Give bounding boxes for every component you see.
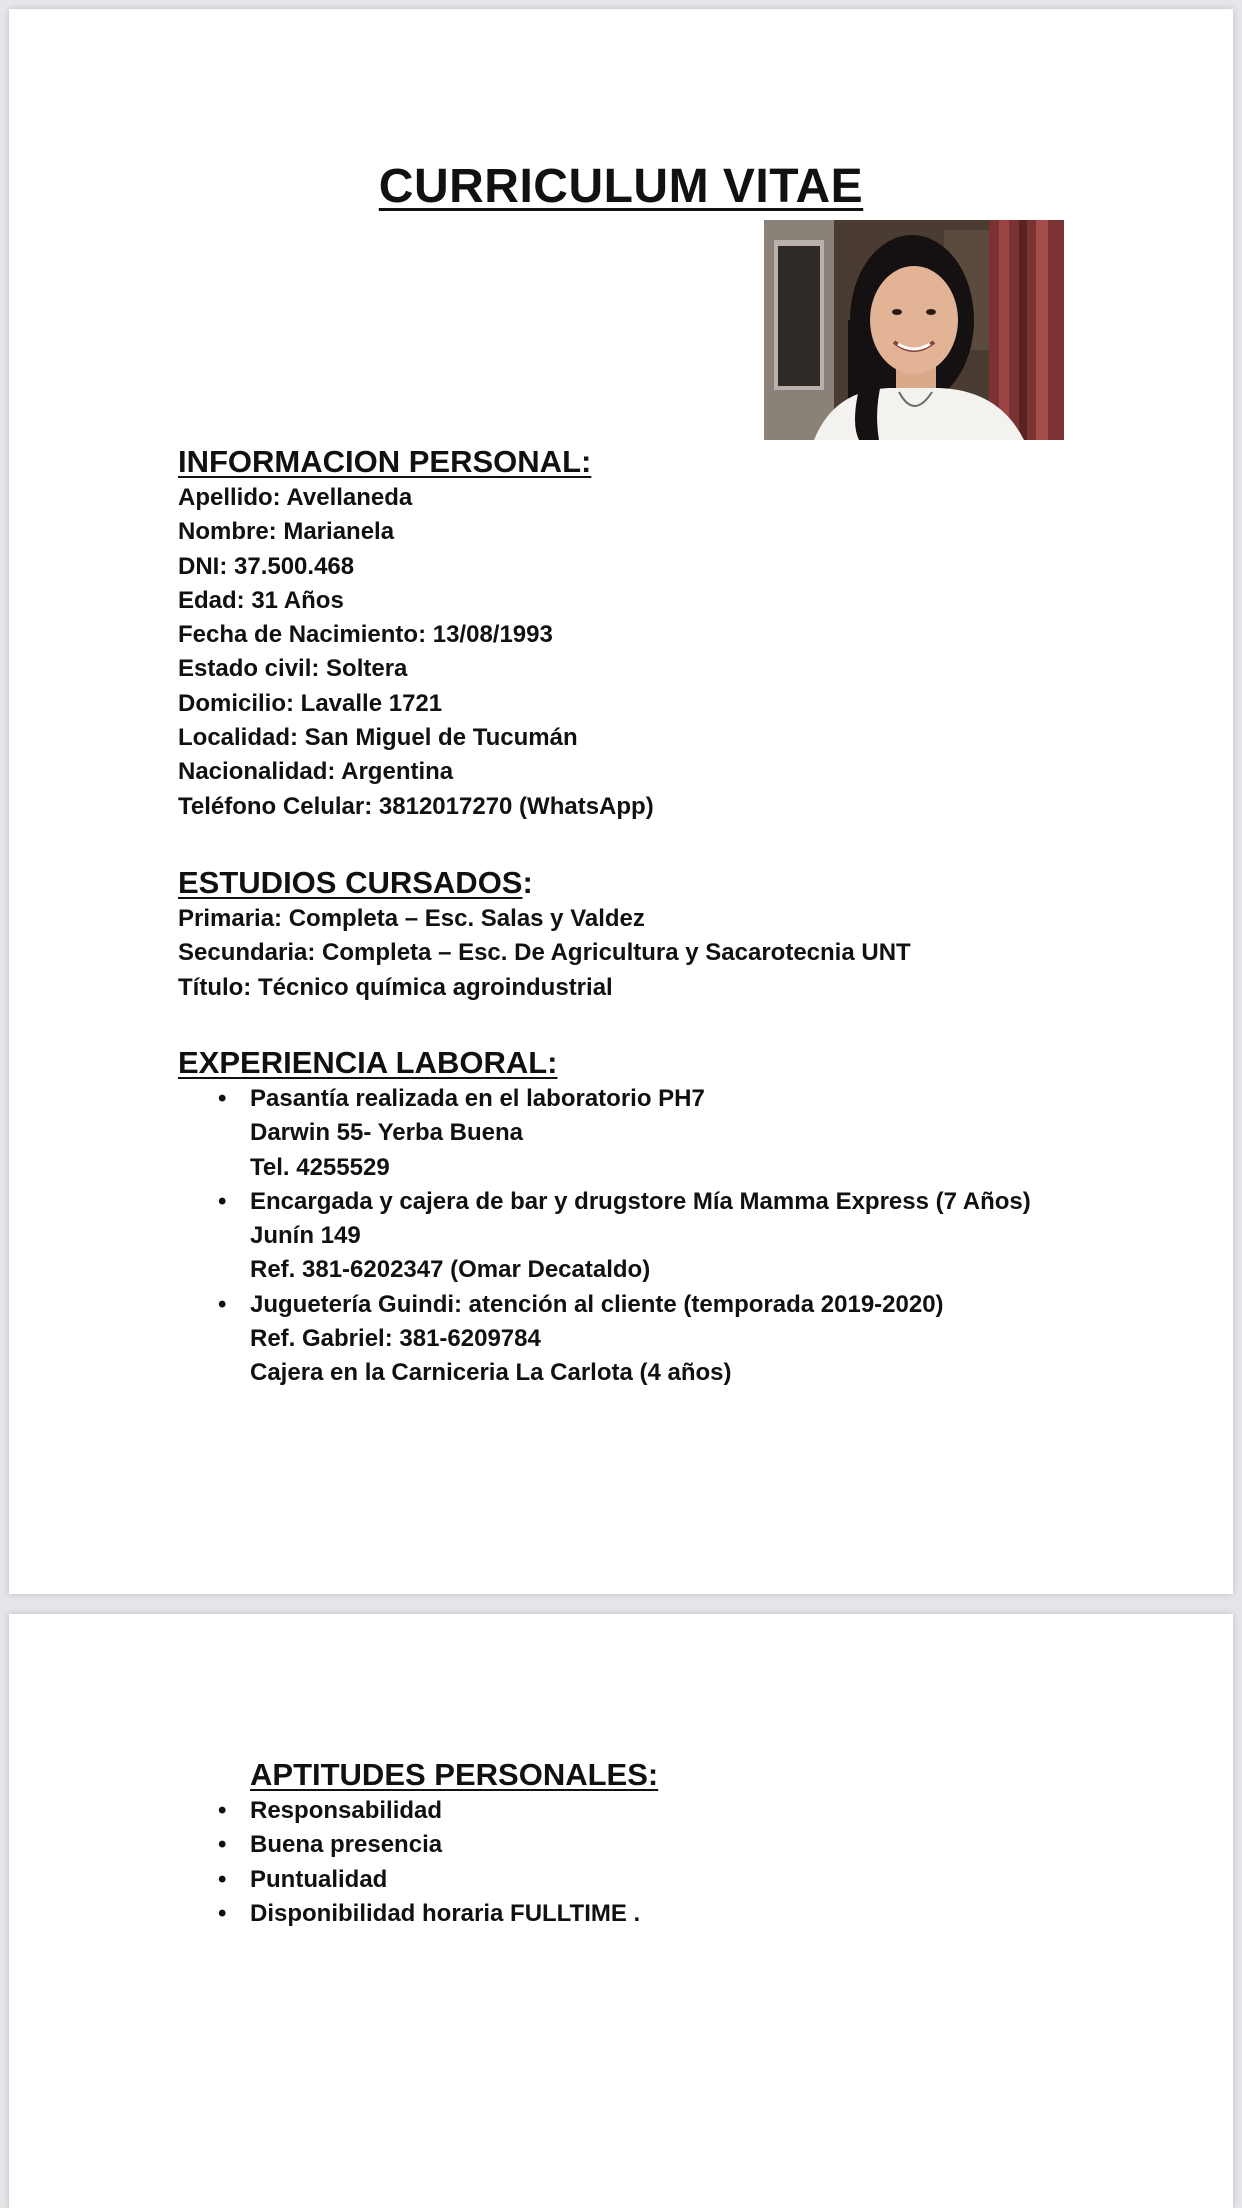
cv-page-1 <box>9 9 1233 1594</box>
studies-heading-colon: : <box>522 865 533 900</box>
studies-line: Primaria: Completa – Esc. Salas y Valdez <box>178 905 645 932</box>
experience-list <box>178 1082 1128 1391</box>
studies-section <box>178 864 1128 1005</box>
aptitude-text: Responsabilidad <box>250 1797 443 1824</box>
bullet-icon: • <box>218 1085 227 1112</box>
experience-line: Darwin 55- Yerba Buena <box>250 1119 523 1147</box>
studies-heading <box>178 864 1128 902</box>
aptitude-item <box>178 1794 1128 1828</box>
experience-line: Pasantía realizada en el laboratorio PH7 <box>250 1085 705 1112</box>
personal-info-line: Nombre: Marianela <box>178 518 395 546</box>
aptitude-item <box>178 1828 1128 1862</box>
aptitudes-list <box>178 1794 1128 1931</box>
experience-item <box>178 1082 1128 1185</box>
personal-info-line: Estado civil: Soltera <box>178 655 408 683</box>
document-title: CURRICULUM VITAE <box>378 160 864 213</box>
personal-info-line: Apellido: Avellaneda <box>178 484 413 511</box>
experience-heading: EXPERIENCIA LABORAL: <box>178 1045 558 1080</box>
experience-line: Cajera en la Carniceria La Carlota (4 años) <box>250 1359 732 1387</box>
personal-info-section <box>178 443 1128 824</box>
experience-line: Tel. 4255529 <box>250 1153 390 1181</box>
bullet-icon: • <box>218 1797 227 1824</box>
experience-section <box>178 1044 1128 1391</box>
experience-line: Encargada y cajera de bar y drugstore Mía Mamma Express (7 Años) <box>250 1187 1031 1215</box>
bullet-icon: • <box>218 1290 227 1318</box>
aptitude-item <box>178 1863 1128 1897</box>
experience-item <box>178 1185 1128 1288</box>
personal-info-line: Domicilio: Lavalle 1721 <box>178 689 443 717</box>
personal-info-line: Teléfono Celular: 3812017270 (WhatsApp) <box>178 792 654 820</box>
aptitudes-heading: APTITUDES PERSONALES: <box>250 1757 659 1792</box>
aptitude-text: Puntualidad <box>250 1865 388 1893</box>
aptitude-text: Buena presencia <box>250 1831 443 1859</box>
aptitude-item <box>178 1897 1128 1931</box>
experience-line: Juguetería Guindi: atención al cliente (temporada 2019-2020) <box>250 1290 944 1318</box>
studies-line: Título: Técnico química agroindustrial <box>178 973 613 1001</box>
aptitude-text: Disponibilidad horaria FULLTIME . <box>250 1899 641 1927</box>
experience-line: Ref. Gabriel: 381-6209784 <box>250 1325 541 1353</box>
experience-line: Ref. 381-6202347 (Omar Decataldo) <box>250 1256 651 1284</box>
bullet-icon: • <box>218 1865 227 1893</box>
bullet-icon: • <box>218 1899 227 1927</box>
personal-info-heading: INFORMACION PERSONAL: <box>178 444 592 479</box>
aptitudes-section <box>178 1756 1128 1931</box>
personal-info-line: Localidad: San Miguel de Tucumán <box>178 724 578 752</box>
cv-page-2 <box>9 1614 1233 2208</box>
experience-line: Junín 149 <box>250 1222 361 1250</box>
experience-item <box>178 1288 1128 1391</box>
personal-info-line: Edad: 31 Años <box>178 586 344 614</box>
bullet-icon: • <box>218 1187 227 1215</box>
studies-heading-text: ESTUDIOS CURSADOS <box>178 865 523 900</box>
personal-info-line: Nacionalidad: Argentina <box>178 758 454 786</box>
studies-line: Secundaria: Completa – Esc. De Agricultura y Sacarotecnia UNT <box>178 939 911 967</box>
bullet-icon: • <box>218 1831 227 1859</box>
personal-info-line: DNI: 37.500.468 <box>178 552 355 580</box>
portrait-photo <box>764 220 1064 440</box>
personal-info-line: Fecha de Nacimiento: 13/08/1993 <box>178 621 553 649</box>
